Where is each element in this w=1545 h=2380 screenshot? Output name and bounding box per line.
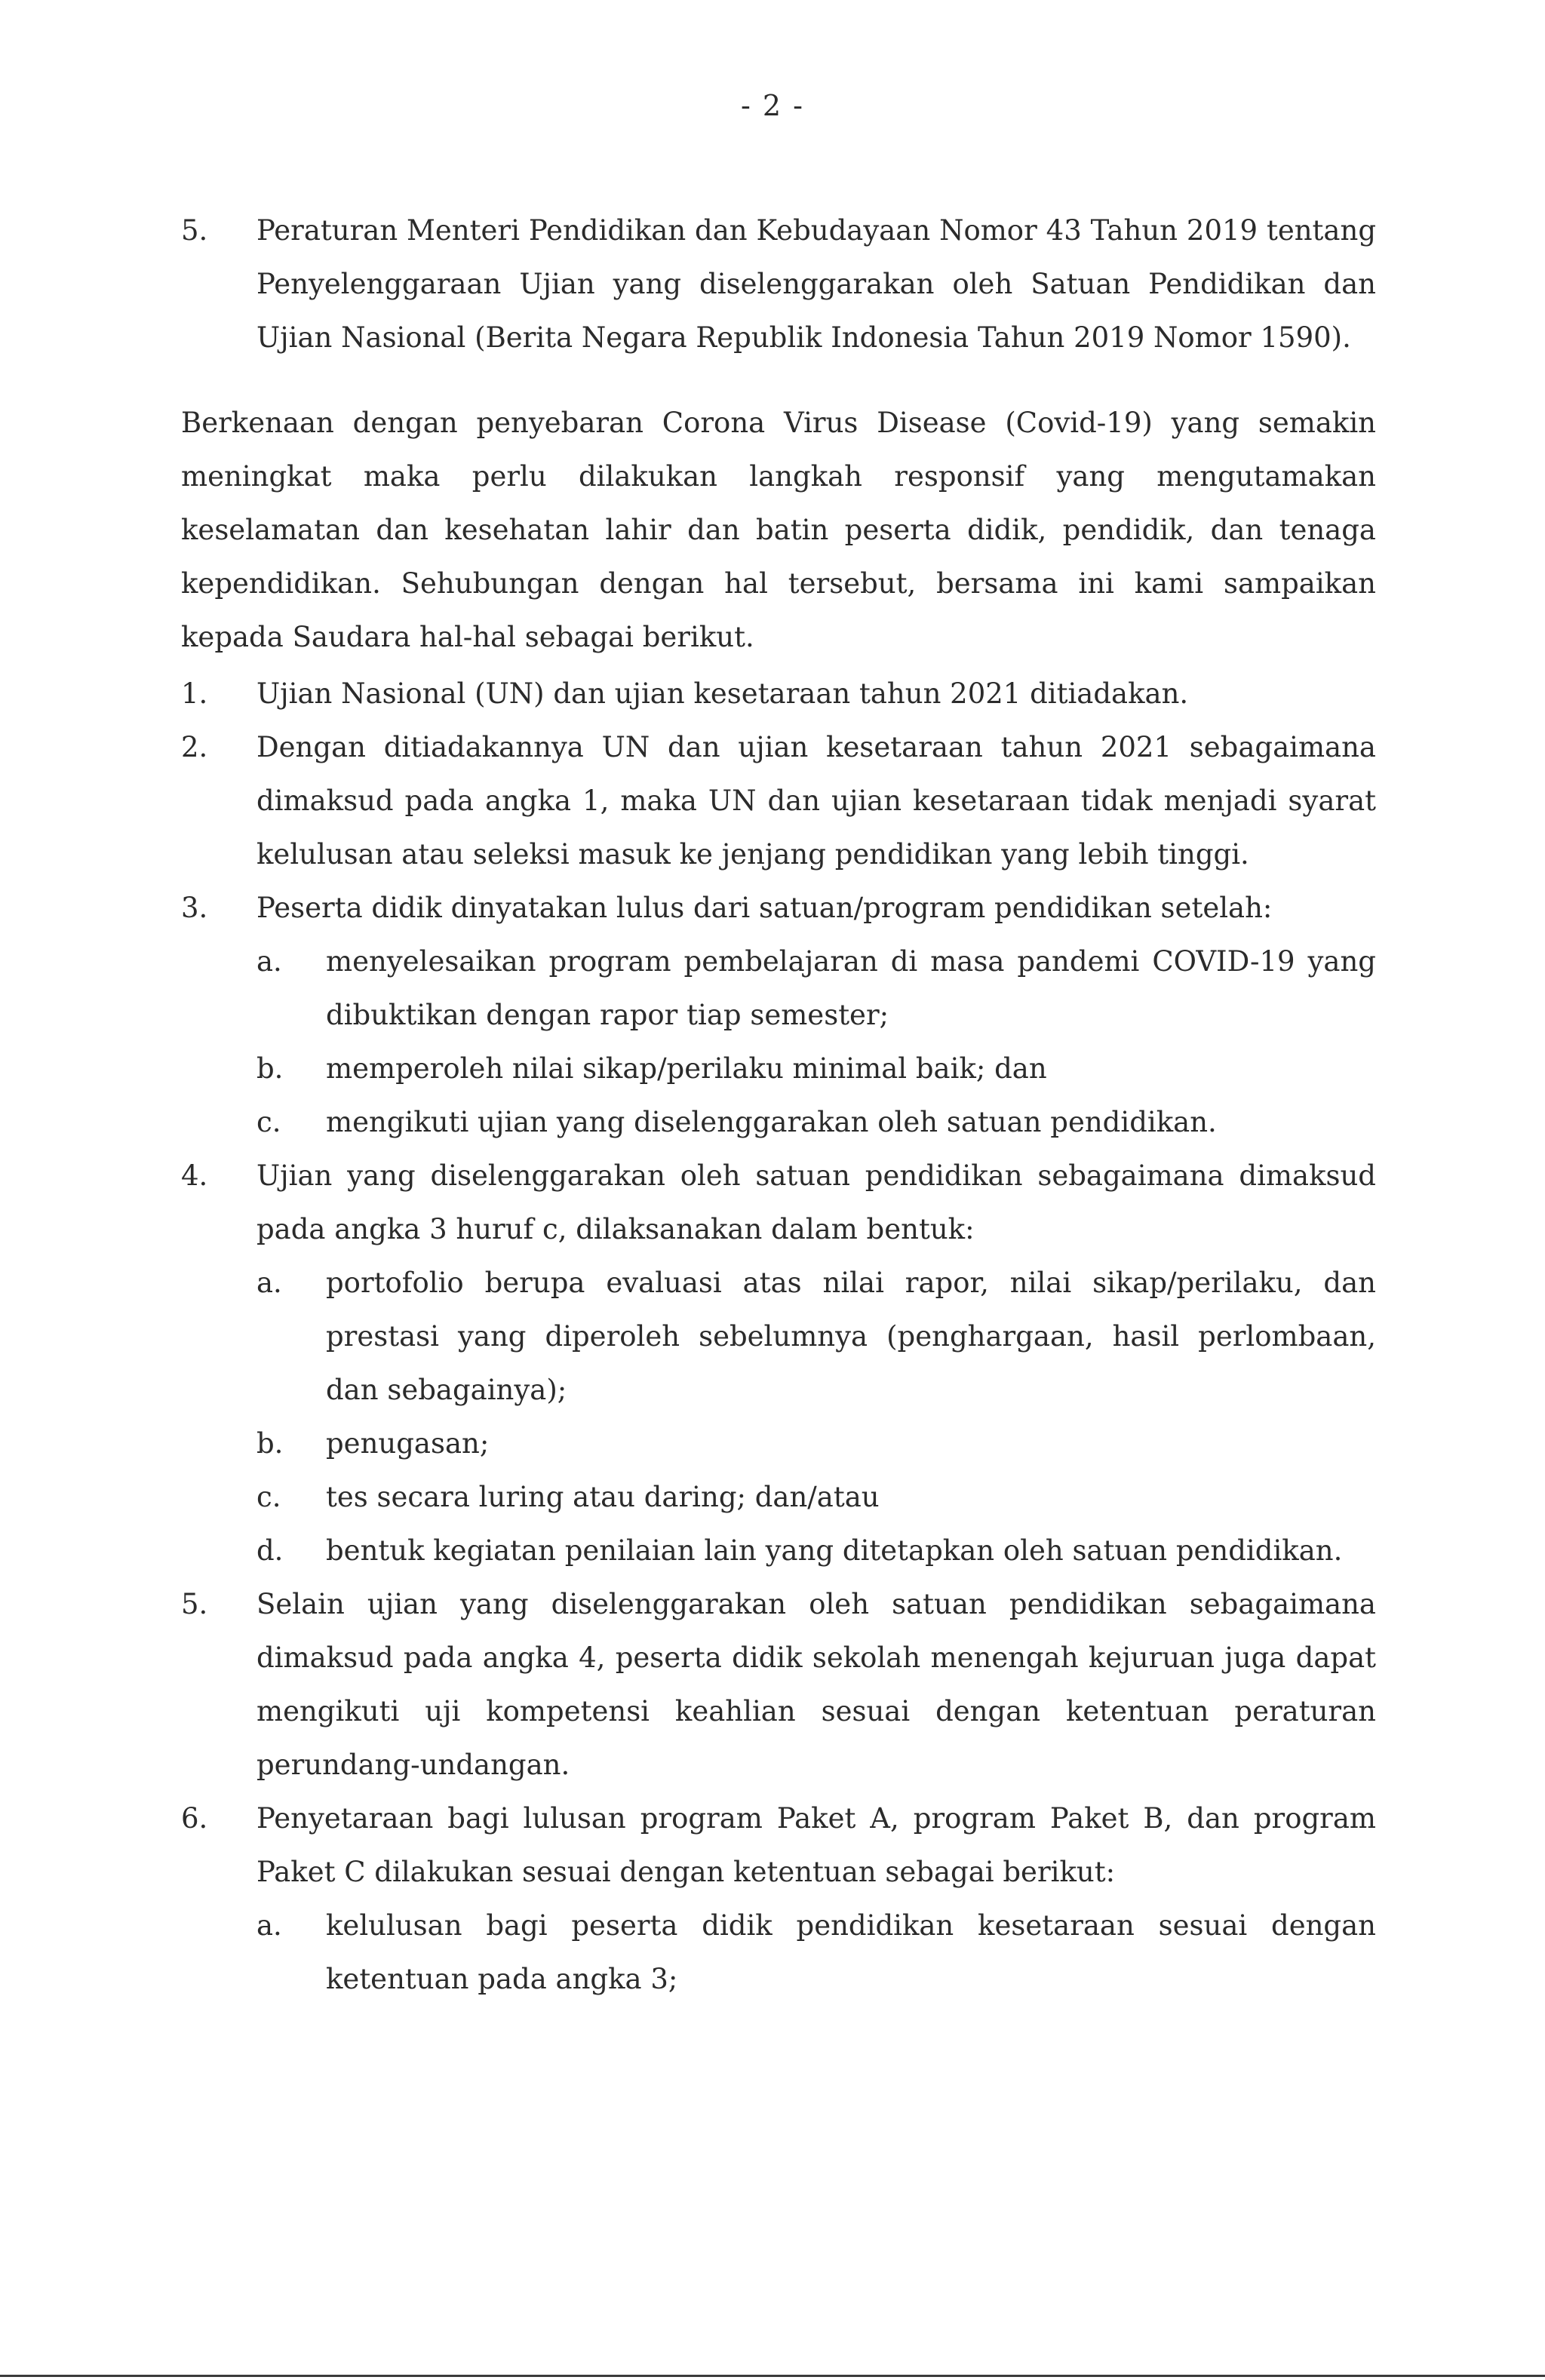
sub-letter: c.	[256, 1481, 281, 1513]
sub-text: bentuk kegiatan penilaian lain yang ditetapkan oleh satuan pendidikan.	[326, 1534, 1343, 1567]
item-number: 6.	[181, 1802, 208, 1835]
item-text: Peserta didik dinyatakan lulus dari satuan/program pendidikan setelah:	[256, 892, 1273, 924]
sub-letter: a.	[256, 1267, 282, 1299]
sub-item-b	[256, 1042, 1376, 1095]
scan-edge-line	[0, 2375, 1545, 2377]
sub-item-c	[256, 1470, 1376, 1524]
sub-item-a	[256, 1899, 1376, 2006]
sub-letter: a.	[256, 1909, 282, 1942]
list-item-6	[181, 1792, 1376, 2006]
sub-letter: c.	[256, 1106, 281, 1138]
list-item-5	[181, 1577, 1376, 1792]
item-number: 5.	[181, 214, 208, 247]
list-item-2	[181, 720, 1376, 881]
sub-letter: b.	[256, 1427, 284, 1460]
sub-letter: d.	[256, 1534, 284, 1567]
sub-text: mengikuti ujian yang diselenggarakan oleh satuan pendidikan.	[326, 1106, 1217, 1138]
sub-item-b	[256, 1417, 1376, 1470]
sub-text: penugasan;	[326, 1427, 490, 1460]
sub-item-c	[256, 1095, 1376, 1149]
item-text: Ujian Nasional (UN) dan ujian kesetaraan tahun 2021 ditiadakan.	[256, 677, 1189, 710]
sub-text: menyelesaikan program pembelajaran di masa pandemi COVID-19 yang dibuktikan dengan rapor tiap semester;	[326, 945, 1376, 1031]
item-body	[256, 881, 1376, 1149]
sub-text: portofolio berupa evaluasi atas nilai rapor, nilai sikap/perilaku, dan prestasi yang diperoleh sebelumnya (penghargaan, hasil perlombaan, dan sebagainya);	[326, 1267, 1376, 1406]
item-body	[256, 1149, 1376, 1577]
list-item-1	[181, 667, 1376, 720]
document-body	[181, 204, 1376, 2006]
sub-item-d	[256, 1524, 1376, 1577]
list-item-3	[181, 881, 1376, 1149]
sub-item-a	[256, 935, 1376, 1042]
item-text: Peraturan Menteri Pendidikan dan Kebudayaan Nomor 43 Tahun 2019 tentang Penyelenggaraan Ujian yang diselenggarakan oleh Satuan Pendidikan dan Ujian Nasional (Berita Negara Republik Indonesia Tahun 2019 Nomor 1590).	[256, 214, 1376, 354]
sub-letter: a.	[256, 945, 282, 978]
item-body	[256, 1792, 1376, 2006]
sub-text: kelulusan bagi peserta didik pendidikan kesetaraan sesuai dengan ketentuan pada angka 3;	[326, 1909, 1376, 1995]
sub-text: tes secara luring atau daring; dan/atau	[326, 1481, 880, 1513]
sub-text: memperoleh nilai sikap/perilaku minimal baik; dan	[326, 1052, 1047, 1085]
item-number: 3.	[181, 892, 208, 924]
item-text: Penyetaraan bagi lulusan program Paket A, program Paket B, dan program Paket C dilakukan sesuai dengan ketentuan sebagai berikut:	[256, 1802, 1376, 1888]
list-item-4	[181, 1149, 1376, 1577]
item-text: Ujian yang diselenggarakan oleh satuan pendidikan sebagaimana dimaksud pada angka 3 huruf c, dilaksanakan dalam bentuk:	[256, 1159, 1376, 1245]
sub-letter: b.	[256, 1052, 284, 1085]
reference-item-5	[181, 204, 1376, 364]
page-number: - 2 -	[740, 89, 804, 122]
item-text: Selain ujian yang diselenggarakan oleh satuan pendidikan sebagaimana dimaksud pada angka 4, peserta didik sekolah menengah kejuruan juga dapat mengikuti uji kompetensi keahlian sesuai dengan ketentuan peraturan perundang-undangan.	[256, 1588, 1376, 1781]
item-text: Dengan ditiadakannya UN dan ujian kesetaraan tahun 2021 sebagaimana dimaksud pada angka 1, maka UN dan ujian kesetaraan tidak menjadi syarat kelulusan atau seleksi masuk ke jenjang pendidikan yang lebih tinggi.	[256, 731, 1376, 871]
item-number: 4.	[181, 1159, 208, 1192]
sub-item-a	[256, 1256, 1376, 1417]
body-paragraph: Berkenaan dengan penyebaran Corona Virus Disease (Covid-19) yang semakin meningkat maka perlu dilakukan langkah responsif yang mengutamakan keselamatan dan kesehatan lahir dan batin peserta didik, pendidik, dan tenaga kependidikan. Sehubungan dengan hal tersebut, bersama ini kami sampaikan kepada Saudara hal-hal sebagai berikut.	[181, 407, 1376, 653]
item-number: 1.	[181, 677, 208, 710]
item-number: 2.	[181, 731, 208, 763]
item-number: 5.	[181, 1588, 208, 1620]
